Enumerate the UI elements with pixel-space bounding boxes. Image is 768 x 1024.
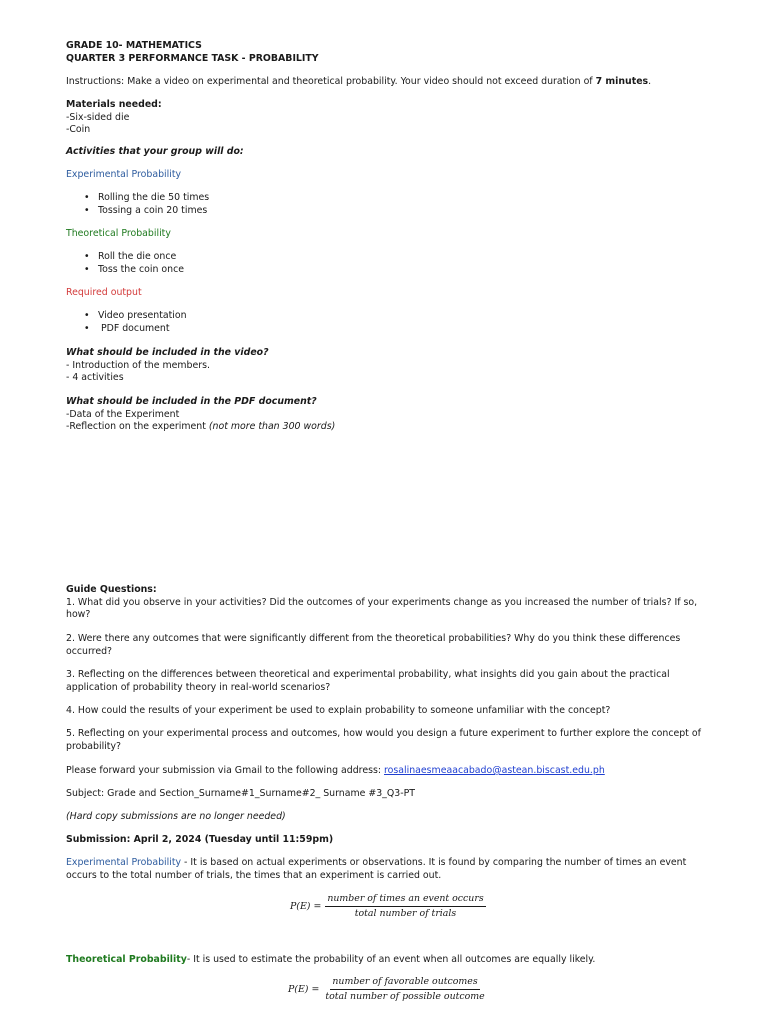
theoretical-formula (288, 976, 487, 1003)
theoretical-definition (66, 954, 706, 967)
document-header (66, 40, 706, 65)
guide-question: 3. Reflecting on the differences between theoretical and experimental probability, what insights did you gain about the practical application of probability theory in real-world scenarios? (66, 669, 670, 693)
list-item: • Rolling the die 50 times (66, 192, 706, 205)
formula-numerator: number of favorable outcomes (330, 976, 479, 990)
guide-question: 5. Reflecting on your experimental process and outcomes, how would you design a future experiment to further explore the concept of probability? (66, 728, 701, 752)
video-item: - 4 activities (66, 372, 124, 384)
material-item: -Six-sided die (66, 111, 130, 123)
video-section (66, 347, 706, 385)
pdf-item: -Data of the Experiment (66, 408, 180, 420)
subject-line: Subject: Grade and Section_Surname#1_Surname#2_ Surname #3_Q3-PT (66, 788, 415, 799)
formula-denominator: total number of possible outcome (325, 991, 485, 1002)
instructions-suffix: . (648, 76, 652, 87)
instructions (66, 76, 706, 89)
theoretical-heading: Theoretical Probability (66, 228, 171, 239)
instructions-text: Instructions: Make a video on experimental and theoretical probability. Your video should not exceed duration of (66, 76, 596, 87)
theoretical-text: - It is used to estimate the probability of an event when all outcomes are equally likely. (186, 954, 596, 965)
formula-denominator: total number of trials (354, 908, 457, 919)
list-item: • PDF document (66, 323, 706, 336)
experimental-definition (66, 857, 706, 882)
experimental-list (66, 192, 706, 217)
formula-fraction (323, 976, 486, 1003)
list-item: • Tossing a coin 20 times (66, 205, 706, 218)
experimental-term: Experimental Probability (66, 857, 182, 868)
formula-lhs: P(E) = (290, 901, 322, 912)
forward-text: Please forward your submission via Gmail to the following address: (66, 765, 384, 776)
pdf-section (66, 396, 706, 434)
formula-fraction (325, 893, 485, 920)
guide-question: 2. Were there any outcomes that were significantly different from the theoretical probabilities? Why do you think these differences occurred? (66, 633, 681, 657)
theoretical-list (66, 251, 706, 276)
pdf-heading: What should be included in the PDF document? (66, 396, 317, 407)
guide-question: 4. How could the results of your experiment be used to explain probability to someone unfamiliar with the concept? (66, 705, 611, 716)
submission-deadline: Submission: April 2, 2024 (Tuesday until 11:59pm) (66, 834, 334, 845)
formula-lhs: P(E) = (288, 984, 320, 995)
hardcopy-note: (Hard copy submissions are no longer needed) (66, 811, 286, 822)
list-item: • Video presentation (66, 310, 706, 323)
guide-questions (66, 584, 706, 622)
materials-heading: Materials needed: (66, 99, 162, 110)
materials-section (66, 99, 706, 137)
material-item: -Coin (66, 124, 91, 136)
output-list (66, 310, 706, 335)
list-item: • Roll the die once (66, 251, 706, 264)
list-item: • Toss the coin once (66, 264, 706, 277)
pdf-item (66, 421, 706, 434)
video-heading: What should be included in the video? (66, 347, 269, 358)
output-heading: Required output (66, 287, 142, 298)
guide-question: 1. What did you observe in your activities? Did the outcomes of your experiments change as you increased the number of trials? If so, how? (66, 596, 698, 621)
pdf-item-text: -Reflection on the experiment (66, 421, 209, 433)
task-title: QUARTER 3 PERFORMANCE TASK - PROBABILITY (66, 52, 319, 64)
experimental-formula (290, 893, 486, 920)
duration-emphasis: 7 minutes (595, 76, 649, 87)
activities-heading: Activities that your group will do: (66, 146, 244, 157)
email-link[interactable]: rosalinaesmeaacabado@astean.biscast.edu.ph (384, 765, 605, 776)
guide-heading: Guide Questions: (66, 584, 157, 595)
video-item: - Introduction of the members. (66, 359, 210, 371)
experimental-text: - It is based on actual experiments or observations. It is found by comparing the number of times an event occurs to the total number of trials, the times that an experiment is carried out. (66, 857, 687, 881)
grade-title: GRADE 10- MATHEMATICS (66, 40, 202, 51)
experimental-heading: Experimental Probability (66, 169, 182, 180)
formula-numerator: number of times an event occurs (325, 893, 485, 907)
theoretical-term: Theoretical Probability (66, 954, 187, 965)
word-limit-note: (not more than 300 words) (208, 421, 336, 433)
forward-line (66, 765, 706, 778)
